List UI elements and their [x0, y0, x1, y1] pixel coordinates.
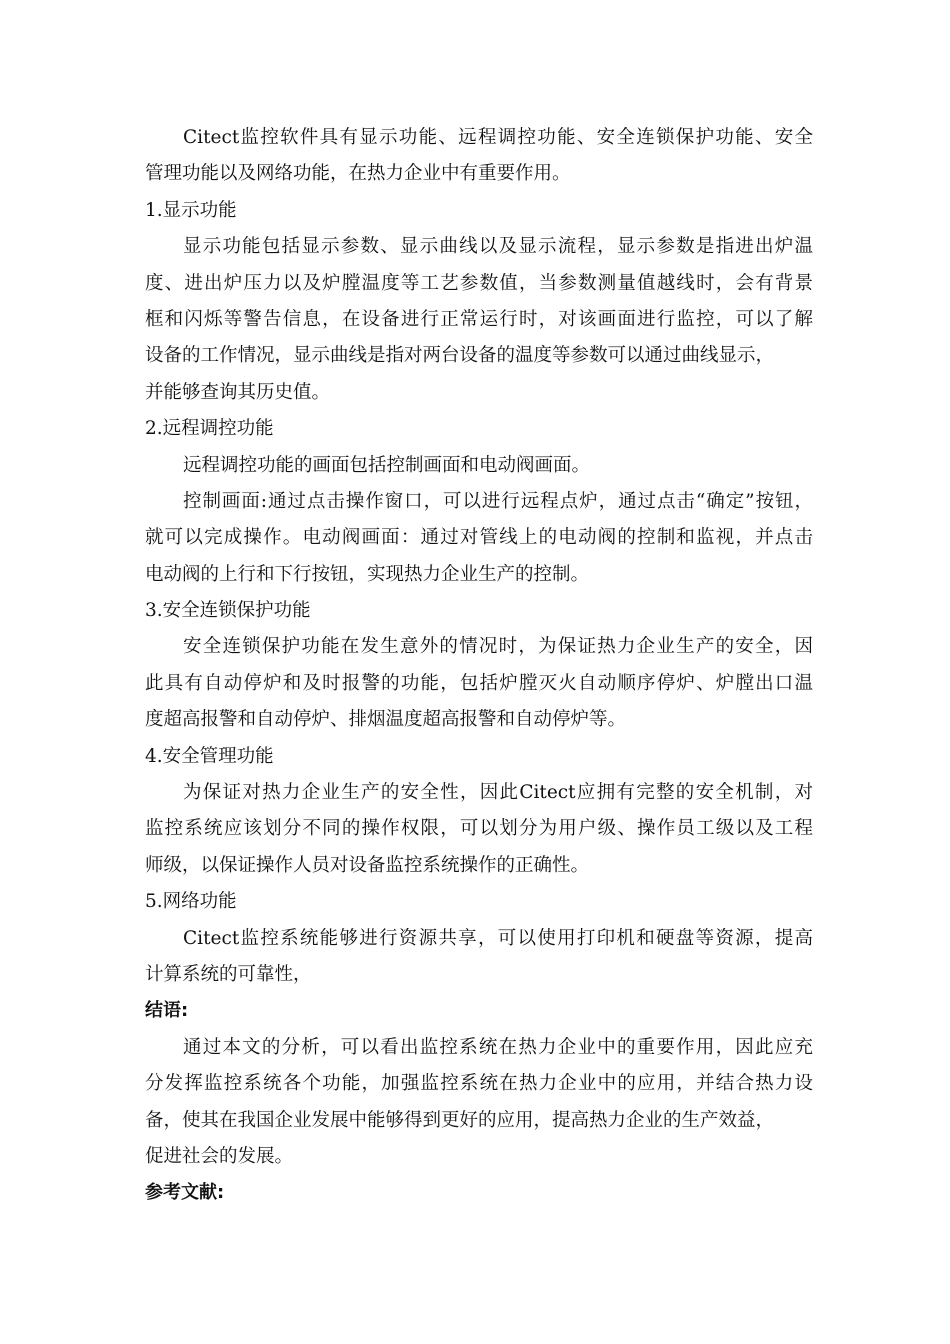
text-line: 框和闪烁等警告信息，在设备进行正常运行时，对该画面进行监控，可以了解	[145, 308, 813, 330]
text-line: 4.安全管理功能	[145, 745, 274, 767]
text-line: 度、进出炉压力以及炉膛温度等工艺参数值，当参数测量值越线时，会有背景	[145, 272, 813, 294]
text-line: 3.安全连锁保护功能	[145, 600, 311, 622]
text-line: 分发挥监控系统各个功能，加强监控系统在热力企业中的应用，并结合热力设	[145, 1073, 813, 1095]
text-line: 2.远程调控功能	[145, 418, 274, 440]
text-line: 设备的工作情况，显示曲线是指对两台设备的温度等参数可以通过曲线显示，	[145, 345, 775, 367]
section-heading: 参考文献:	[145, 1182, 225, 1204]
text-line: 计算系统的可靠性，	[145, 963, 312, 985]
text-line: 控制画面:通过点击操作窗口，可以进行远程点炉，通过点击“确定”按钮，	[183, 490, 813, 512]
text-line: 远程调控功能的画面包括控制画面和电动阀画面。	[183, 454, 591, 476]
text-line: 为保证对热力企业生产的安全性，因此Citect应拥有完整的安全机制，对	[183, 782, 813, 804]
text-line: 1.显示功能	[145, 199, 237, 221]
text-line: 就可以完成操作。电动阀画面：通过对管线上的电动阀的控制和监视，并点击	[145, 527, 813, 549]
text-line: 促进社会的发展。	[145, 1145, 294, 1167]
text-line: 此具有自动停炉和及时报警的功能，包括炉膛灭火自动顺序停炉、炉膛出口温	[145, 672, 813, 694]
text-line: 度超高报警和自动停炉、排烟温度超高报警和自动停炉等。	[145, 709, 627, 731]
text-line: Citect监控系统能够进行资源共享，可以使用打印机和硬盘等资源，提高	[183, 927, 813, 949]
section-heading: 结语:	[145, 1000, 189, 1022]
text-line: 监控系统应该划分不同的操作权限，可以划分为用户级、操作员工级以及工程	[145, 818, 813, 840]
document-page	[145, 120, 813, 1212]
text-line: 备，使其在我国企业发展中能够得到更好的应用，提高热力企业的生产效益，	[145, 1109, 775, 1131]
text-line: 5.网络功能	[145, 891, 237, 913]
text-line: 师级，以保证操作人员对设备监控系统操作的正确性。	[145, 854, 590, 876]
text-line: 显示功能包括显示参数、显示曲线以及显示流程，显示参数是指进出炉温	[183, 236, 813, 258]
text-line: 并能够查询其历史值。	[145, 381, 331, 403]
text-line: 管理功能以及网络功能，在热力企业中有重要作用。	[145, 163, 571, 185]
text-line: 安全连锁保护功能在发生意外的情况时，为保证热力企业生产的安全，因	[183, 636, 813, 658]
text-line: Citect监控软件具有显示功能、远程调控功能、安全连锁保护功能、安全	[183, 127, 813, 148]
text-line: 电动阀的上行和下行按钮，实现热力企业生产的控制。	[145, 563, 590, 585]
text-line: 通过本文的分析，可以看出监控系统在热力企业中的重要作用，因此应充	[183, 1036, 813, 1058]
